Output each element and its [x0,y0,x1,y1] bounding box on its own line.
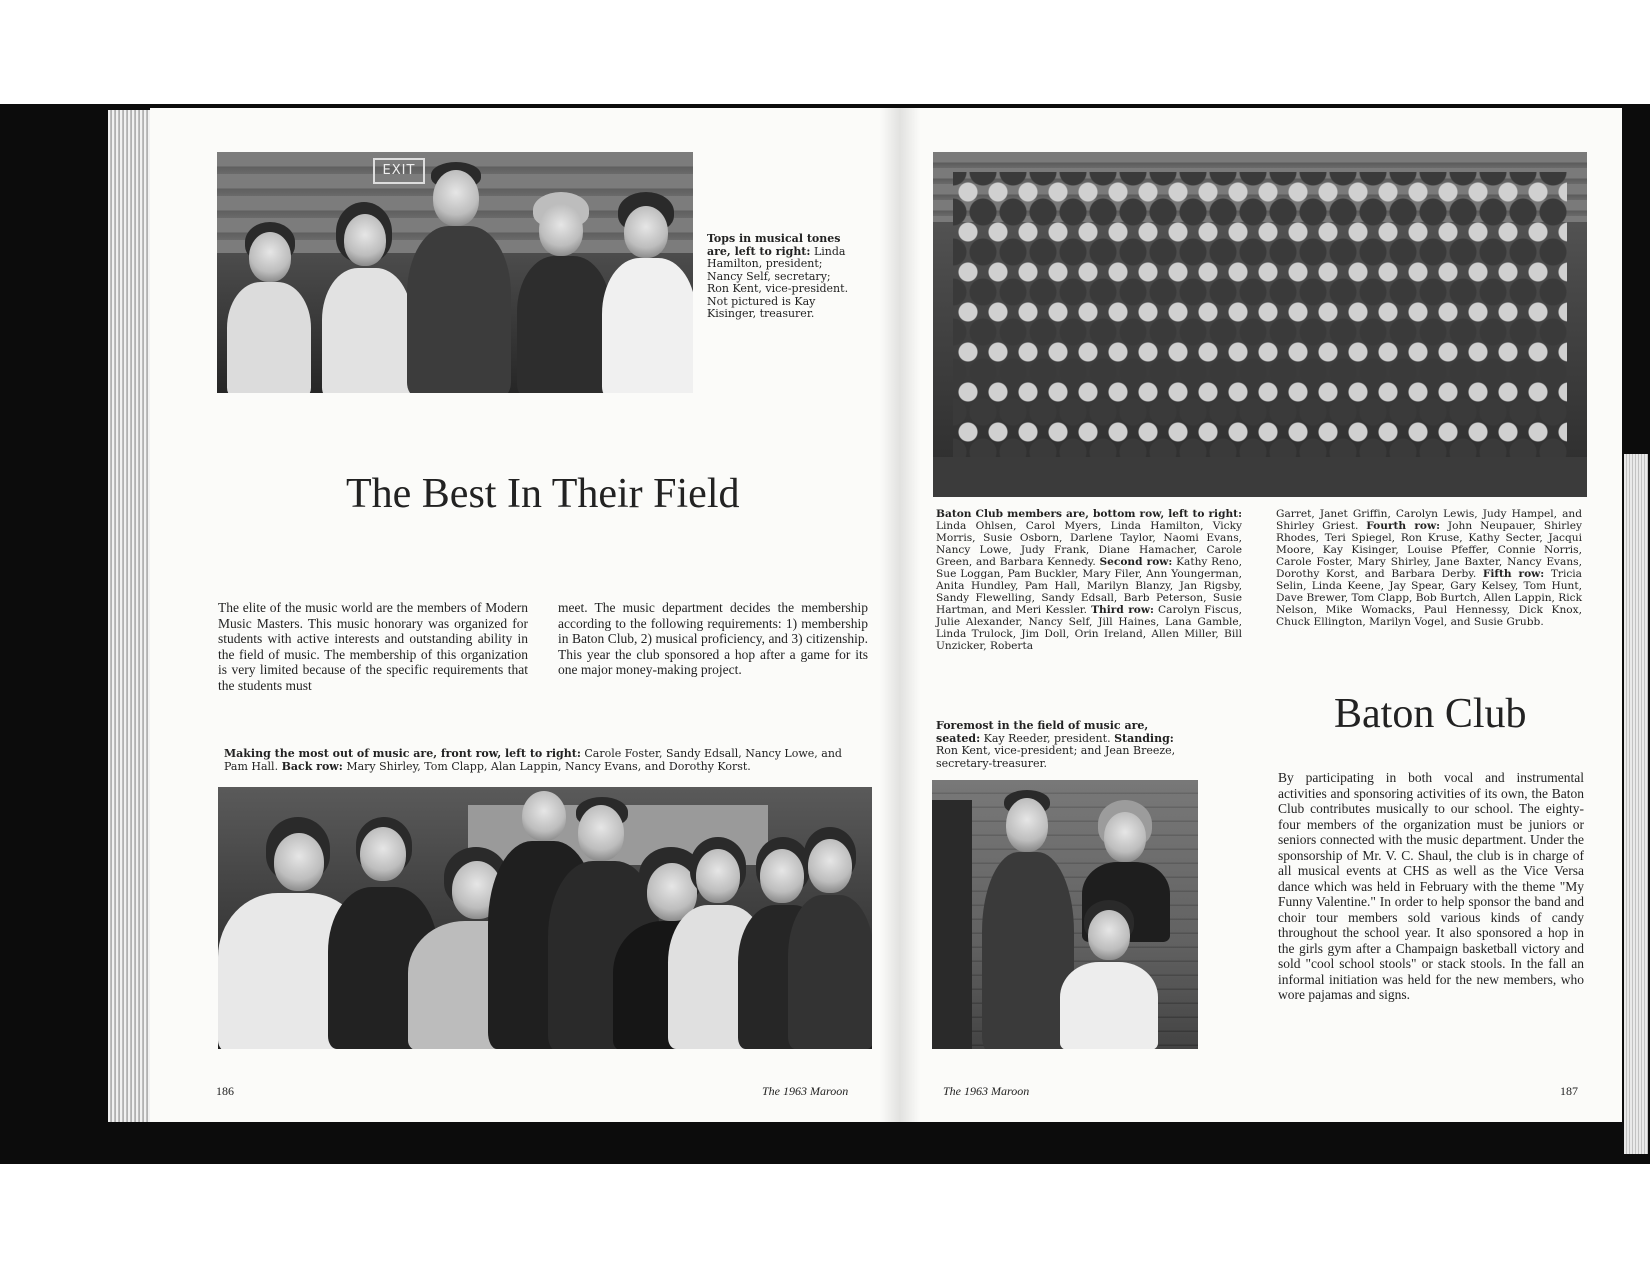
caption-lead: Tops in musical tones are, left to right: [707,232,841,258]
baton-club-caption-col2: Garret, Janet Griffin, Carolyn Lewis, Judy Hampel, and Shirley Griest. Fourth row: John Neupauer, Shirley Rhodes, Teri Spiegel, Ron Kruse, Kathy Secter, Jacqui Moore, Kay Kisinger, Louise Pfeffer, Connie Norris, Carole Foster, Mary Shirley, Jane Baxter, Nancy Evans, Dorothy Korst, and Barbara Derby. Fifth row: Tricia Selin, Linda Keene, Jay Spear, Gary Kelsey, Tom Hunt, Dave Brewer, Tom Clapp, Bob Burtch, Allen Lappin, Rick Nelson, Mike Womacks, Paul Hennessy, Dick Knox, Chuck Ellington, Marilyn Vogel, and Susie Grubb. [1276,508,1582,628]
baton-club-article: By participating in both vocal and instrumental activities and sponsoring activities of its own, the Baton Club contributes musically to our school. The eighty-four members of the organization must be juniors or seniors connected with the music department. Under the sponsorship of Mr. V. C. Shaul, the club is in charge of all musical events at CHS as well as the Vice Versa dance which was held in February with the theme "My Funny Valentine." In order to help sponsor the band and choir tour members sold various kinds of candy throughout the school year. It also sponsored a hop in the girls gym after a Champaign basketball victory and sold "cool school stools" or stack stools. In the fall an informal initiation was held for the new members, who wore pajamas and signs. [1278,770,1584,1002]
article-column-1: The elite of the music world are the members of Modern Music Masters. This music honorary was organized for students with active interests and outstanding ability in the field of music. The membership of this organization is very limited because of the specific requirements that the students must [218,600,528,693]
article-column-2: meet. The music department decides the membership according to the following requirements: 1) membership in Baton Club, 2) musical proficiency, and 3) citizenship. This year the club sponsored a hop after a game for its one major money-making project. [558,600,868,677]
baton-officers-caption: Foremost in the field of music are, seated: Kay Reeder, president. Standing: Ron Kent, vice-president; and Jean Breeze, secretary-treasurer. [936,719,1176,770]
baton-club-group-photo [933,152,1587,497]
page-gutter [880,108,920,1122]
headline-baton-club: Baton Club [1334,691,1527,737]
exit-sign: EXIT [373,158,425,184]
footer-title-right: The 1963 Maroon [943,1084,1030,1098]
group-photo-caption: Making the most out of music are, front row, left to right: Carole Foster, Sandy Edsall, Nancy Lowe, and Pam Hall. Back row: Mary Shirley, Tom Clapp, Alan Lappin, Nancy Evans, and Dorothy Korst. [224,747,842,773]
right-scan-edge [1622,104,1650,1164]
group-rows [953,172,1567,462]
headline-best-in-their-field: The Best In Their Field [346,471,740,517]
baton-officers-photo [932,780,1198,1049]
book-page-edges [108,110,154,1122]
footer-title-left: The 1963 Maroon [762,1084,849,1098]
officers-photo-caption [707,233,855,321]
page-number-left: 186 [216,1084,234,1098]
officers-photo-modern-music-masters [217,152,693,393]
caption-text: Linda Hamilton, president; Nancy Self, secretary; Ron Kent, vice-president. Not pictured is Kay Kisinger, treasurer. [707,244,849,320]
music-members-group-photo [218,787,872,1049]
page-number-right: 187 [1560,1084,1578,1098]
baton-club-caption-col1: Baton Club members are, bottom row, left to right: Linda Ohlsen, Carol Myers, Linda Hamilton, Vicky Morris, Susie Osborn, Darlene Taylor, Naomi Evans, Nancy Lowe, Judy Frank, Diane Hamacher, Carole Green, and Barbara Kennedy. Second row: Kathy Reno, Sue Loggan, Pam Buckler, Mary Filer, Ann Youngerman, Anita Hundley, Pam Hall, Marilyn Blanzy, Jan Rigsby, Sandy Flewelling, Sandy Edsall, Barb Peterson, Susie Hartman, and Meri Kessler. Third row: Carolyn Fiscus, Julie Alexander, Nancy Self, Jill Haines, Lana Gamble, Linda Trulock, Jim Doll, Orin Ireland, Allen Miller, Bill Unzicker, Roberta [936,508,1242,652]
